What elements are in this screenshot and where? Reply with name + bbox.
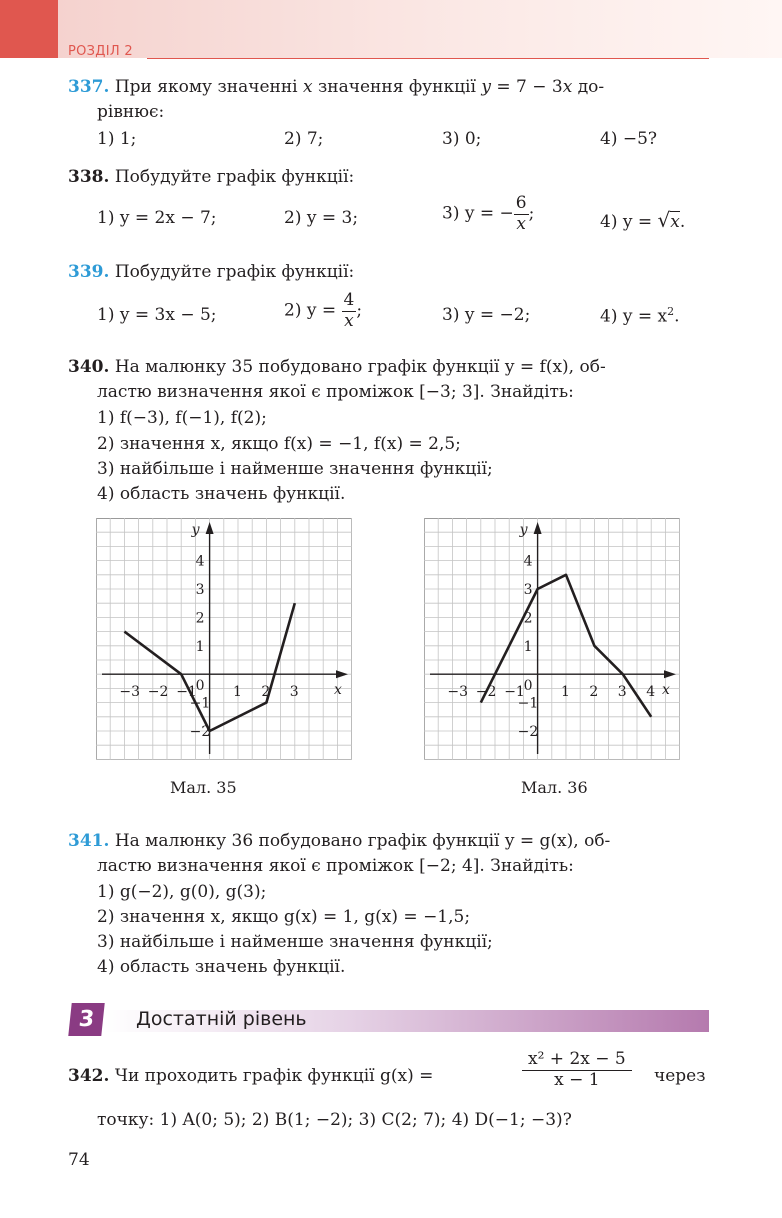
problem-339-opt3: 3) y = −2; (442, 305, 531, 325)
x-axis-arrow (664, 670, 676, 678)
y-tick-label: 4 (523, 553, 533, 570)
x-axis-arrow (336, 670, 348, 678)
problem-339-opt1: 1) y = 3x − 5; (97, 305, 217, 325)
x-tick-label: −3 (119, 684, 141, 701)
x-tick-label: 0 (523, 678, 533, 695)
y-tick-label: 3 (195, 582, 205, 598)
problem-342-line2: точку: 1) A(0; 5); 2) B(1; −2); 3) C(2; 7); 4) D(−1; −3)? (97, 1110, 572, 1130)
x-tick-label: 1 (561, 684, 570, 701)
problem-340-item3: 3) найбільше і найменше значення функції; (97, 459, 493, 479)
problem-340-item2: 2) значення x, якщо f(x) = −1, f(x) = 2,5; (97, 434, 461, 454)
problem-340-line2: ластю визначення якої є проміжок [−3; 3]. Знайдіть: (97, 382, 574, 402)
x-tick-label: 0 (195, 678, 205, 695)
problem-341-item1: 1) g(−2), g(0), g(3); (97, 882, 267, 902)
x-tick-label: 3 (289, 684, 299, 701)
y-axis-label: y (519, 522, 528, 538)
y-tick-label: −2 (517, 724, 539, 740)
problem-341-item4: 4) область значень функції. (97, 957, 346, 977)
problem-342-fraction: $\frac{\text{x² + 2x − 5}}{x - 1}$ (522, 1050, 632, 1090)
problem-340-item4: 4) область значень функції. (97, 484, 346, 504)
problem-339-opt2: 2) y = $\frac{4}{x}$ ; (284, 290, 363, 331)
problem-337-opt1: 1) 1; (97, 129, 137, 149)
problem-338-opt3: 3) y = − $\frac{6}{x}$ ; (442, 193, 535, 234)
problem-340-item1: 1) f(−3), f(−1), f(2); (97, 408, 267, 428)
problem-341-line1: 341. На малюнку 36 побудовано графік функції y = g(x), об- (68, 831, 611, 851)
problem-337-opt4: 4) −5? (600, 129, 658, 149)
y-tick-label: 1 (523, 638, 533, 655)
problem-339-head: 339. Побудуйте графік функції: (68, 262, 355, 282)
x-tick-label: 4 (646, 684, 656, 701)
problem-341-item3: 3) найбільше і найменше значення функції; (97, 932, 493, 952)
y-axis-arrow (534, 522, 542, 534)
x-tick-label: 2 (589, 684, 599, 701)
section-rule (147, 58, 709, 59)
x-tick-label: −1 (504, 684, 525, 701)
problem-342-line1: 342. Чи проходить графік функції g(x) = (68, 1066, 434, 1086)
x-tick-label: −1 (176, 684, 197, 701)
x-tick-label: 2 (261, 684, 271, 701)
y-tick-label: 2 (523, 610, 533, 627)
x-axis-label: x (662, 682, 670, 699)
problem-338-opt1: 1) y = 2x − 7; (97, 208, 217, 228)
page-number: 74 (68, 1150, 90, 1170)
figure-36-caption: Мал. 36 (521, 778, 588, 797)
level-title: Достатній рівень (136, 1008, 307, 1030)
problem-339-opt4: 4) $y = x^2$. (600, 305, 680, 327)
figure-36-graph (424, 518, 680, 760)
problem-340-line1: 340. На малюнку 35 побудовано графік функції y = f(x), об- (68, 357, 606, 377)
x-tick-label: 1 (233, 684, 242, 701)
problem-341-line2: ластю визначення якої є проміжок [−2; 4]. Знайдіть: (97, 856, 574, 876)
x-tick-label: −2 (147, 684, 169, 701)
y-tick-label: 1 (195, 638, 205, 655)
x-tick-label: −2 (475, 684, 497, 701)
figure-35-caption: Мал. 35 (170, 778, 237, 797)
y-tick-label: −1 (517, 695, 539, 712)
problem-341-item2: 2) значення x, якщо g(x) = 1, g(x) = −1,5; (97, 907, 471, 927)
problem-338-opt4: 4) y = √x. (600, 208, 686, 232)
figure-35-graph (96, 518, 352, 760)
y-tick-label: −2 (189, 724, 211, 740)
y-tick-label: 3 (523, 582, 533, 598)
problem-337-opt3: 3) 0; (442, 129, 482, 149)
section-label: РОЗДІЛ 2 (68, 44, 133, 59)
problem-338-opt2: 2) y = 3; (284, 208, 359, 228)
y-tick-label: 4 (195, 553, 205, 570)
problem-342-through: через (654, 1066, 706, 1086)
problem-338-head: 338. Побудуйте графік функції: (68, 167, 355, 187)
y-tick-label: 2 (195, 610, 205, 627)
y-axis-label: y (191, 522, 200, 538)
x-tick-label: −3 (447, 684, 469, 701)
grid (424, 518, 680, 760)
x-tick-label: 3 (617, 684, 627, 701)
y-tick-label: −1 (189, 695, 211, 712)
problem-337-opt2: 2) 7; (284, 129, 324, 149)
corner-tab (0, 0, 58, 58)
problem-337-line2: рівнює: (97, 102, 165, 122)
y-axis-arrow (206, 522, 214, 534)
problem-337-line1: 337. При якому значенні x значення функції y = 7 − 3x до- (68, 77, 605, 97)
x-axis-label: x (334, 682, 342, 699)
level-badge: 3 (68, 1003, 104, 1036)
